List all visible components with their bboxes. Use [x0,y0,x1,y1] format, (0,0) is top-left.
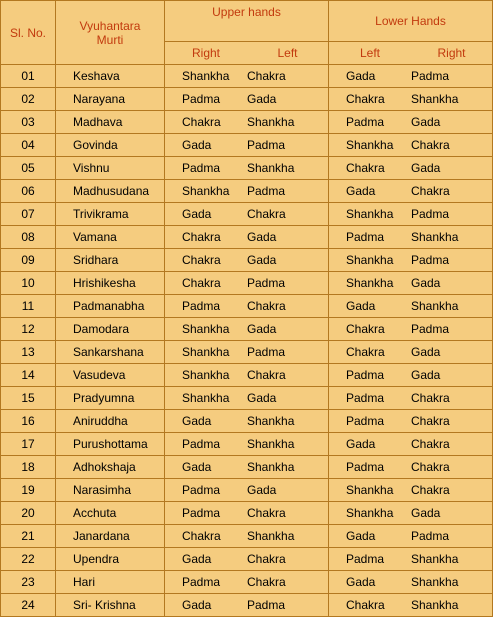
lower-right-cell: Shankha [411,575,459,589]
murti-name-cell: Hari [56,571,165,594]
sl-no-cell: 18 [1,456,56,479]
upper-hands-cell [165,157,329,180]
upper-right-cell: Gada [182,207,212,221]
upper-hands-cell [165,364,329,387]
upper-right-cell: Padma [182,483,221,497]
upper-hands-cell [165,456,329,479]
upper-left-cell: Shankha [247,529,295,543]
upper-right-cell: Padma [182,506,221,520]
sl-no-cell: 23 [1,571,56,594]
lower-hands-cell [329,65,493,88]
lower-hands-cell [329,88,493,111]
sl-no-header: Sl. No. [1,1,56,65]
lower-left-cell: Padma [346,230,385,244]
sl-no-cell: 06 [1,180,56,203]
sl-no-cell: 09 [1,249,56,272]
lower-right-cell: Chakra [411,437,450,451]
sl-no-cell: 21 [1,525,56,548]
murti-name-cell: Madhusudana [56,180,165,203]
lower-hands-cell [329,387,493,410]
table-row [1,410,493,433]
lower-left-cell: Shankha [346,138,394,152]
table-row [1,295,493,318]
murti-name-cell: Trivikrama [56,203,165,226]
lower-left-cell: Chakra [346,598,385,612]
murti-name-cell: Narayana [56,88,165,111]
lower-right-cell: Shankha [411,552,459,566]
lower-right-cell: Gada [411,161,441,175]
upper-left-header: Left [277,46,298,60]
upper-left-cell: Chakra [247,368,286,382]
lower-right-cell: Chakra [411,391,450,405]
lower-hands-cell [329,134,493,157]
sl-no-cell: 08 [1,226,56,249]
lower-right-cell: Gada [411,506,441,520]
lower-left-cell: Padma [346,115,385,129]
upper-left-cell: Gada [247,253,277,267]
lower-left-cell: Gada [346,437,376,451]
lower-hands-cell [329,410,493,433]
upper-right-cell: Chakra [182,230,221,244]
lower-left-cell: Gada [346,529,376,543]
sl-no-cell: 01 [1,65,56,88]
upper-right-cell: Shankha [182,69,230,83]
upper-right-cell: Gada [182,414,212,428]
upper-right-cell: Padma [182,299,221,313]
upper-hands-cell [165,548,329,571]
sl-no-cell: 02 [1,88,56,111]
header-row-1 [1,1,493,42]
lower-left-cell: Shankha [346,207,394,221]
upper-left-cell: Gada [247,391,277,405]
lower-left-cell: Chakra [346,92,385,106]
upper-hands-cell [165,410,329,433]
table-row [1,479,493,502]
upper-left-cell: Chakra [247,575,286,589]
sl-no-cell: 05 [1,157,56,180]
upper-hands-cell [165,88,329,111]
lower-left-cell: Padma [346,552,385,566]
lower-right-cell: Gada [411,368,441,382]
upper-left-cell: Chakra [247,299,286,313]
lower-right-cell: Gada [411,276,441,290]
upper-right-cell: Padma [182,575,221,589]
upper-right-cell: Gada [182,598,212,612]
lower-hands-cell [329,479,493,502]
upper-left-cell: Shankha [247,414,295,428]
lower-hands-cell [329,180,493,203]
lower-hands-cell [329,226,493,249]
upper-right-cell: Gada [182,138,212,152]
table-row [1,157,493,180]
murti-name-cell: Acchuta [56,502,165,525]
upper-left-cell: Gada [247,92,277,106]
murti-name-cell: Janardana [56,525,165,548]
upper-hands-cell [165,525,329,548]
table-row [1,548,493,571]
upper-hands-cell [165,134,329,157]
lower-right-header: Right [437,46,466,60]
lower-hands-cell [329,433,493,456]
lower-hands-subheader [329,42,493,65]
sl-no-cell: 15 [1,387,56,410]
lower-left-cell: Padma [346,414,385,428]
upper-hands-cell [165,318,329,341]
lower-right-cell: Shankha [411,230,459,244]
upper-hands-cell [165,111,329,134]
upper-hands-cell [165,502,329,525]
upper-right-cell: Chakra [182,276,221,290]
upper-hands-cell [165,433,329,456]
lower-right-cell: Padma [411,207,450,221]
upper-right-cell: Gada [182,552,212,566]
sl-no-cell: 19 [1,479,56,502]
lower-hands-cell [329,341,493,364]
murti-name-cell: Sankarshana [56,341,165,364]
murti-header: Vyuhantara Murti [56,1,165,65]
upper-left-cell: Shankha [247,161,295,175]
table-row [1,502,493,525]
table-row [1,88,493,111]
murti-name-cell: Govinda [56,134,165,157]
lower-left-cell: Shankha [346,276,394,290]
lower-left-cell: Gada [346,184,376,198]
upper-hands-cell [165,65,329,88]
lower-hands-cell [329,548,493,571]
murti-name-cell: Padmanabha [56,295,165,318]
lower-left-cell: Gada [346,575,376,589]
upper-right-cell: Shankha [182,322,230,336]
table-row [1,272,493,295]
upper-left-cell: Padma [247,184,286,198]
murti-name-cell: Narasimha [56,479,165,502]
upper-hands-cell [165,226,329,249]
table-row [1,433,493,456]
sl-no-cell: 24 [1,594,56,617]
upper-right-header: Right [191,46,220,60]
lower-right-cell: Shankha [411,92,459,106]
upper-left-cell: Padma [247,276,286,290]
murti-name-cell: Vishnu [56,157,165,180]
lower-hands-cell [329,594,493,617]
upper-hands-header: Upper hands [165,1,329,42]
sl-no-cell: 16 [1,410,56,433]
lower-right-cell: Padma [411,322,450,336]
lower-left-cell: Gada [346,299,376,313]
upper-right-cell: Chakra [182,253,221,267]
upper-hands-cell [165,571,329,594]
murti-name-cell: Vasudeva [56,364,165,387]
table-body [1,65,493,617]
upper-left-cell: Chakra [247,69,286,83]
lower-hands-cell [329,295,493,318]
upper-right-cell: Shankha [182,184,230,198]
sl-no-cell: 12 [1,318,56,341]
lower-hands-cell [329,203,493,226]
table-row [1,341,493,364]
lower-left-cell: Gada [346,69,376,83]
murti-name-cell: Sri- Krishna [56,594,165,617]
sl-no-cell: 10 [1,272,56,295]
upper-right-cell: Gada [182,460,212,474]
table-row [1,203,493,226]
upper-left-cell: Chakra [247,506,286,520]
lower-right-cell: Padma [411,253,450,267]
table-row [1,571,493,594]
upper-hands-cell [165,203,329,226]
murti-name-cell: Adhokshaja [56,456,165,479]
lower-right-cell: Padma [411,69,450,83]
lower-hands-cell [329,249,493,272]
table-row [1,594,493,617]
lower-left-cell: Shankha [346,506,394,520]
table-row [1,226,493,249]
murti-name-cell: Keshava [56,65,165,88]
upper-hands-cell [165,180,329,203]
upper-right-cell: Padma [182,437,221,451]
lower-right-cell: Chakra [411,483,450,497]
upper-hands-cell [165,594,329,617]
upper-left-cell: Gada [247,230,277,244]
lower-hands-cell [329,525,493,548]
upper-right-cell: Padma [182,161,221,175]
murti-name-cell: Upendra [56,548,165,571]
lower-left-cell: Chakra [346,322,385,336]
lower-hands-cell [329,456,493,479]
lower-right-cell: Gada [411,115,441,129]
lower-left-cell: Padma [346,368,385,382]
murti-name-cell: Vamana [56,226,165,249]
lower-left-cell: Chakra [346,161,385,175]
sl-no-cell: 04 [1,134,56,157]
table-row [1,111,493,134]
murti-name-cell: Madhava [56,111,165,134]
murti-name-cell: Aniruddha [56,410,165,433]
sl-no-cell: 17 [1,433,56,456]
upper-left-cell: Shankha [247,437,295,451]
upper-hands-cell [165,479,329,502]
lower-left-cell: Padma [346,391,385,405]
lower-right-cell: Gada [411,345,441,359]
sl-no-cell: 11 [1,295,56,318]
table-row [1,387,493,410]
upper-right-cell: Shankha [182,391,230,405]
upper-right-cell: Shankha [182,345,230,359]
upper-left-cell: Gada [247,322,277,336]
lower-hands-cell [329,111,493,134]
upper-left-cell: Padma [247,138,286,152]
sl-no-cell: 13 [1,341,56,364]
upper-left-cell: Chakra [247,207,286,221]
lower-left-cell: Shankha [346,253,394,267]
lower-left-cell: Chakra [346,345,385,359]
lower-right-cell: Chakra [411,138,450,152]
table-row [1,180,493,203]
upper-left-cell: Padma [247,598,286,612]
upper-hands-cell [165,249,329,272]
upper-left-cell: Gada [247,483,277,497]
lower-left-cell: Shankha [346,483,394,497]
murti-name-cell: Hrishikesha [56,272,165,295]
table-row [1,525,493,548]
upper-hands-cell [165,272,329,295]
upper-right-cell: Padma [182,92,221,106]
lower-right-cell: Chakra [411,184,450,198]
lower-hands-cell [329,364,493,387]
murti-name-cell: Purushottama [56,433,165,456]
lower-left-cell: Padma [346,460,385,474]
sl-no-cell: 20 [1,502,56,525]
table-row [1,364,493,387]
upper-hands-cell [165,341,329,364]
table-row [1,134,493,157]
murti-name-cell: Damodara [56,318,165,341]
lower-hands-cell [329,157,493,180]
upper-left-cell: Chakra [247,552,286,566]
table-row [1,65,493,88]
table-row [1,456,493,479]
sl-no-cell: 03 [1,111,56,134]
lower-right-cell: Chakra [411,460,450,474]
upper-right-cell: Chakra [182,115,221,129]
upper-hands-cell [165,387,329,410]
lower-right-cell: Shankha [411,598,459,612]
sl-no-cell: 22 [1,548,56,571]
upper-right-cell: Chakra [182,529,221,543]
lower-hands-header: Lower Hands [329,1,493,42]
upper-left-cell: Shankha [247,460,295,474]
murti-name-cell: Sridhara [56,249,165,272]
sl-no-cell: 14 [1,364,56,387]
lower-right-cell: Chakra [411,414,450,428]
sl-no-cell: 07 [1,203,56,226]
upper-hands-cell [165,295,329,318]
upper-left-cell: Shankha [247,115,295,129]
upper-right-cell: Shankha [182,368,230,382]
lower-right-cell: Shankha [411,299,459,313]
upper-left-cell: Padma [247,345,286,359]
lower-right-cell: Padma [411,529,450,543]
lower-left-header: Left [359,46,380,60]
lower-hands-cell [329,318,493,341]
table-row [1,249,493,272]
lower-hands-cell [329,571,493,594]
lower-hands-cell [329,502,493,525]
table-row [1,318,493,341]
murti-name-cell: Pradyumna [56,387,165,410]
upper-hands-subheader [165,42,329,65]
lower-hands-cell [329,272,493,295]
